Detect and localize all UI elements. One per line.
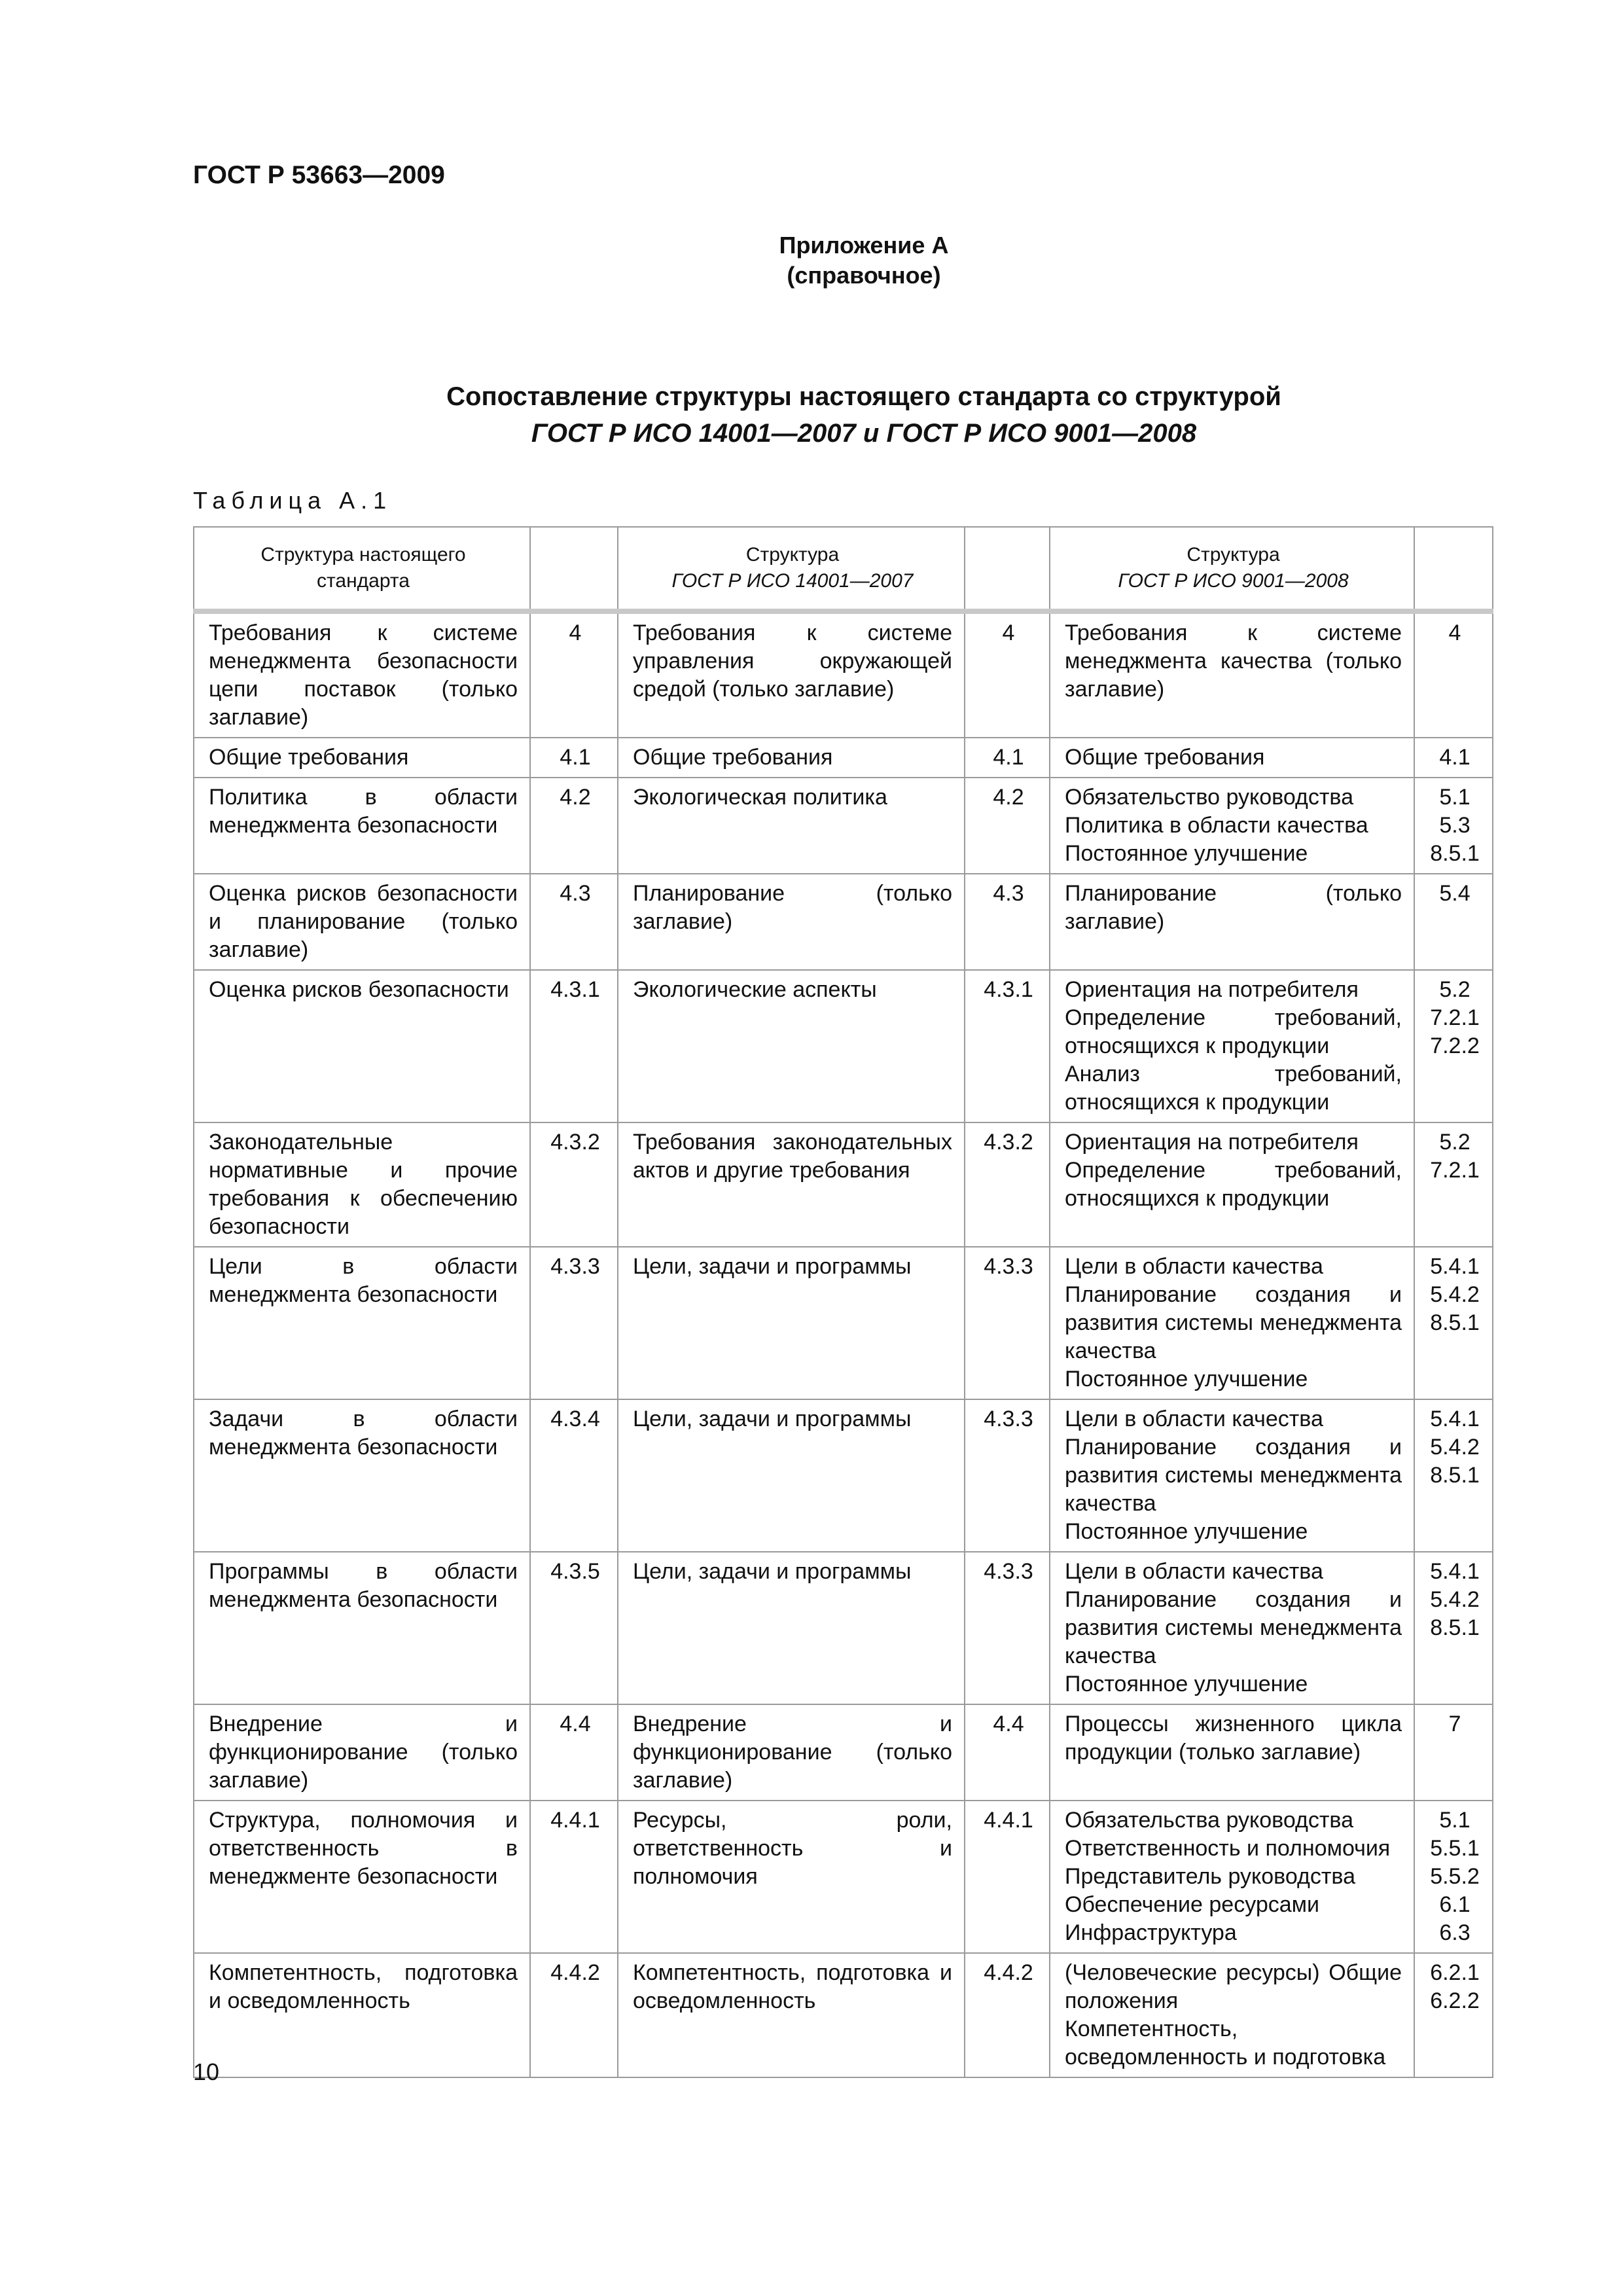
cell-clause-iso-9001 <box>1414 1552 1493 1704</box>
cell-clause-iso-9001 <box>1414 1122 1493 1247</box>
cell-structure-iso-9001 <box>1050 738 1414 778</box>
iso-9001-entry: Планирование создания и развития системы менеджмента качества <box>1065 1282 1402 1363</box>
iso-9001-clause: 5.3 <box>1439 813 1471 838</box>
cell-structure-iso-14001: Цели, задачи и программы <box>618 1552 965 1704</box>
cell-clause-this-standard: 4.3.5 <box>530 1552 618 1704</box>
iso-9001-entry: Политика в области качества <box>1065 813 1368 838</box>
iso-9001-entry: Определение требований, относящихся к продукции <box>1065 1005 1402 1058</box>
iso-9001-entry: Планирование создания и развития системы менеджмента качества <box>1065 1435 1402 1516</box>
page-number: 10 <box>193 2058 220 2085</box>
iso-9001-entry: Обязательство руководства <box>1065 785 1354 810</box>
table-row <box>194 1704 1493 1801</box>
iso-9001-entry: Ответственность и полномочия <box>1065 1836 1391 1861</box>
cell-structure-iso-9001 <box>1050 1399 1414 1552</box>
cell-clause-iso-14001: 4.3.3 <box>965 1399 1050 1552</box>
cell-structure-this-standard: Программы в области менеджмента безопасности <box>194 1552 530 1704</box>
document-title-line-1: Сопоставление структуры настоящего стандарта со структурой <box>446 382 1281 411</box>
iso-9001-entry: (Человеческие ресурсы) Общие положения <box>1065 1960 1402 2013</box>
table-row <box>194 778 1493 874</box>
iso-9001-clause: 5.2 <box>1439 977 1471 1002</box>
header-structure-this-standard: Структура настоящего стандарта <box>194 527 530 611</box>
cell-structure-iso-14001: Требования законодательных актов и другие требования <box>618 1122 965 1247</box>
cell-structure-this-standard: Компетентность, подготовка и осведомленность <box>194 1953 530 2077</box>
iso-9001-clause: 5.4.2 <box>1430 1282 1480 1307</box>
cell-structure-iso-9001 <box>1050 1552 1414 1704</box>
cell-structure-this-standard: Законодательные нормативные и прочие требования к обеспечению безопасности <box>194 1122 530 1247</box>
table-row <box>194 1122 1493 1247</box>
iso-9001-clause: 5.4 <box>1439 881 1471 906</box>
iso-9001-entry: Общие требования <box>1065 745 1265 770</box>
iso-9001-entry: Обеспечение ресурсами <box>1065 1892 1320 1917</box>
iso-9001-clause: 5.4.1 <box>1430 1254 1480 1279</box>
cell-clause-iso-14001: 4.3 <box>965 874 1050 970</box>
cell-structure-iso-9001 <box>1050 611 1414 738</box>
iso-9001-entry: Планирование (только заглавие) <box>1065 881 1402 934</box>
cell-clause-iso-14001: 4.3.3 <box>965 1552 1050 1704</box>
annex-title: Приложение А <box>779 232 949 259</box>
cell-structure-iso-14001: Цели, задачи и программы <box>618 1247 965 1399</box>
iso-9001-clause: 5.2 <box>1439 1130 1471 1155</box>
cell-structure-iso-14001: Требования к системе управления окружающей средой (только заглавие) <box>618 611 965 738</box>
iso-9001-entry: Требования к системе менеджмента качества (только заглавие) <box>1065 620 1402 702</box>
cell-structure-this-standard: Оценка рисков безопасности <box>194 970 530 1122</box>
iso-9001-entry: Постоянное улучшение <box>1065 1519 1308 1544</box>
cell-clause-this-standard: 4.2 <box>530 778 618 874</box>
cell-structure-this-standard: Политика в области менеджмента безопасности <box>194 778 530 874</box>
cell-clause-iso-9001 <box>1414 970 1493 1122</box>
iso-9001-entry: Определение требований, относящихся к продукции <box>1065 1158 1402 1211</box>
iso-9001-clause: 5.4.2 <box>1430 1587 1480 1612</box>
iso-9001-entry: Инфраструктура <box>1065 1920 1237 1945</box>
cell-clause-iso-14001: 4.4.1 <box>965 1801 1050 1953</box>
iso-9001-entry: Цели в области качества <box>1065 1559 1323 1584</box>
cell-structure-iso-9001 <box>1050 1704 1414 1801</box>
cell-clause-this-standard: 4.3.4 <box>530 1399 618 1552</box>
cell-structure-iso-14001: Цели, задачи и программы <box>618 1399 965 1552</box>
header-structure-iso-14001: Структура ГОСТ Р ИСО 14001—2007 <box>618 527 965 611</box>
table-row <box>194 1247 1493 1399</box>
iso-9001-entry: Постоянное улучшение <box>1065 841 1308 866</box>
cell-clause-iso-14001: 4.2 <box>965 778 1050 874</box>
iso-9001-entry: Планирование создания и развития системы менеджмента качества <box>1065 1587 1402 1668</box>
iso-9001-entry: Постоянное улучшение <box>1065 1672 1308 1696</box>
cell-clause-iso-14001: 4.4.2 <box>965 1953 1050 2077</box>
iso-9001-clause: 5.1 <box>1439 785 1471 810</box>
iso-9001-entry: Постоянное улучшение <box>1065 1367 1308 1391</box>
cell-clause-this-standard: 4.4.2 <box>530 1953 618 2077</box>
cell-structure-iso-9001 <box>1050 1953 1414 2077</box>
iso-9001-clause: 7.2.2 <box>1430 1033 1480 1058</box>
iso-9001-entry: Анализ требований, относящихся к продукции <box>1065 1062 1402 1115</box>
iso-9001-clause: 7 <box>1448 1712 1461 1736</box>
iso-9001-clause: 8.5.1 <box>1430 1463 1480 1488</box>
table-row <box>194 738 1493 778</box>
iso-9001-entry: Обязательства руководства <box>1065 1808 1354 1833</box>
document-title-line-2: ГОСТ Р ИСО 14001—2007 и ГОСТ Р ИСО 9001—2008 <box>531 419 1197 448</box>
iso-9001-entry: Цели в области качества <box>1065 1407 1323 1431</box>
iso-9001-clause: 8.5.1 <box>1430 841 1480 866</box>
iso-9001-clause: 7.2.1 <box>1430 1005 1480 1030</box>
cell-structure-iso-14001: Планирование (только заглавие) <box>618 874 965 970</box>
cell-structure-iso-9001 <box>1050 1122 1414 1247</box>
iso-9001-clause: 5.4.1 <box>1430 1407 1480 1431</box>
iso-9001-entry: Процессы жизненного цикла продукции (только заглавие) <box>1065 1712 1402 1765</box>
cell-clause-this-standard: 4.4 <box>530 1704 618 1801</box>
iso-9001-clause: 7.2.1 <box>1430 1158 1480 1183</box>
iso-9001-clause: 5.5.2 <box>1430 1864 1480 1889</box>
cell-clause-iso-9001 <box>1414 738 1493 778</box>
iso-9001-clause: 5.4.2 <box>1430 1435 1480 1460</box>
cell-structure-this-standard: Задачи в области менеджмента безопасности <box>194 1399 530 1552</box>
cell-structure-this-standard: Внедрение и функционирование (только заглавие) <box>194 1704 530 1801</box>
header-clause-this-standard <box>530 527 618 611</box>
iso-9001-entry: Компетентность, осведомленность и подготовка <box>1065 2017 1386 2070</box>
cell-structure-iso-14001: Общие требования <box>618 738 965 778</box>
table-row <box>194 1801 1493 1953</box>
header-clause-iso-14001 <box>965 527 1050 611</box>
iso-9001-clause: 4 <box>1448 620 1461 645</box>
table-header-row <box>194 527 1493 611</box>
cell-structure-iso-14001: Внедрение и функционирование (только заглавие) <box>618 1704 965 1801</box>
cell-clause-iso-14001: 4.1 <box>965 738 1050 778</box>
table-row <box>194 1552 1493 1704</box>
table-label: Таблица А.1 <box>193 487 393 514</box>
iso-9001-entry: Представитель руководства <box>1065 1864 1356 1889</box>
comparison-table <box>193 526 1493 2078</box>
cell-clause-iso-9001 <box>1414 1953 1493 2077</box>
cell-clause-iso-9001 <box>1414 1801 1493 1953</box>
iso-9001-clause: 5.5.1 <box>1430 1836 1480 1861</box>
cell-structure-iso-14001: Экологические аспекты <box>618 970 965 1122</box>
cell-structure-this-standard: Оценка рисков безопасности и планирование (только заглавие) <box>194 874 530 970</box>
cell-structure-this-standard: Общие требования <box>194 738 530 778</box>
cell-structure-this-standard: Структура, полномочия и ответственность в менеджменте безопасности <box>194 1801 530 1953</box>
table-row <box>194 1399 1493 1552</box>
iso-9001-clause: 5.4.1 <box>1430 1559 1480 1584</box>
cell-structure-this-standard: Цели в области менеджмента безопасности <box>194 1247 530 1399</box>
iso-9001-clause: 8.5.1 <box>1430 1615 1480 1640</box>
annex-kind: (справочное) <box>787 262 941 289</box>
cell-structure-iso-14001: Компетентность, подготовка и осведомленность <box>618 1953 965 2077</box>
iso-9001-entry: Цели в области качества <box>1065 1254 1323 1279</box>
cell-clause-this-standard: 4.3.3 <box>530 1247 618 1399</box>
iso-9001-clause: 5.1 <box>1439 1808 1471 1833</box>
cell-clause-this-standard: 4 <box>530 611 618 738</box>
cell-structure-iso-9001 <box>1050 1247 1414 1399</box>
cell-clause-iso-14001: 4.3.1 <box>965 970 1050 1122</box>
cell-clause-this-standard: 4.1 <box>530 738 618 778</box>
cell-clause-iso-9001 <box>1414 1399 1493 1552</box>
cell-clause-iso-14001: 4.3.2 <box>965 1122 1050 1247</box>
iso-9001-entry: Ориентация на потребителя <box>1065 1130 1359 1155</box>
cell-structure-iso-9001 <box>1050 1801 1414 1953</box>
iso-9001-clause: 6.2.1 <box>1430 1960 1480 1985</box>
cell-clause-this-standard: 4.3.1 <box>530 970 618 1122</box>
cell-structure-this-standard: Требования к системе менеджмента безопасности цепи поставок (только заглавие) <box>194 611 530 738</box>
cell-structure-iso-14001: Экологическая политика <box>618 778 965 874</box>
table-row <box>194 611 1493 738</box>
cell-clause-iso-14001: 4.4 <box>965 1704 1050 1801</box>
table-row <box>194 970 1493 1122</box>
document-header: ГОСТ Р 53663—2009 <box>193 161 445 189</box>
iso-9001-clause: 6.2.2 <box>1430 1988 1480 2013</box>
header-clause-iso-9001 <box>1414 527 1493 611</box>
cell-structure-iso-14001: Ресурсы, роли, ответственность и полномочия <box>618 1801 965 1953</box>
cell-structure-iso-9001 <box>1050 778 1414 874</box>
cell-clause-this-standard: 4.3 <box>530 874 618 970</box>
cell-structure-iso-9001 <box>1050 874 1414 970</box>
cell-clause-iso-9001 <box>1414 778 1493 874</box>
iso-9001-clause: 6.3 <box>1439 1920 1471 1945</box>
cell-clause-iso-9001 <box>1414 1247 1493 1399</box>
cell-clause-iso-9001 <box>1414 611 1493 738</box>
iso-9001-clause: 6.1 <box>1439 1892 1471 1917</box>
iso-9001-clause: 8.5.1 <box>1430 1310 1480 1335</box>
cell-clause-this-standard: 4.3.2 <box>530 1122 618 1247</box>
table-row <box>194 1953 1493 2077</box>
cell-clause-iso-9001 <box>1414 1704 1493 1801</box>
cell-clause-iso-14001: 4 <box>965 611 1050 738</box>
iso-9001-entry: Ориентация на потребителя <box>1065 977 1359 1002</box>
iso-9001-clause: 4.1 <box>1439 745 1471 770</box>
cell-clause-iso-9001 <box>1414 874 1493 970</box>
cell-structure-iso-9001 <box>1050 970 1414 1122</box>
table-row <box>194 874 1493 970</box>
cell-clause-iso-14001: 4.3.3 <box>965 1247 1050 1399</box>
cell-clause-this-standard: 4.4.1 <box>530 1801 618 1953</box>
header-structure-iso-9001: Структура ГОСТ Р ИСО 9001—2008 <box>1050 527 1414 611</box>
table-body <box>194 611 1493 2077</box>
